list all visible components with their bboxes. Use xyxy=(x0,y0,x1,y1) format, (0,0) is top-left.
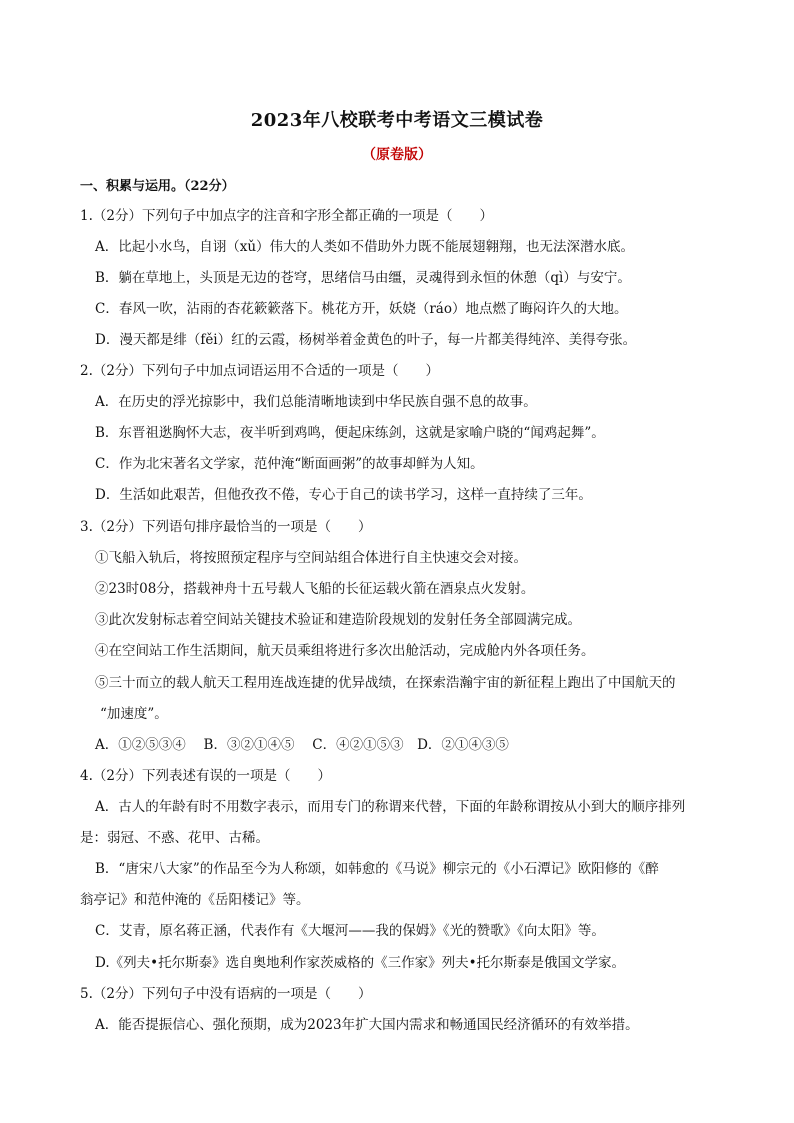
question-4-option-b: B．“唐宋八大家”的作品至今为人称颂，如韩愈的《马说》柳宗元的《小石潭记》欧阳修的《醉 xyxy=(95,861,659,877)
question-2-option-b: B．东晋祖逖胸怀大志，夜半听到鸡鸣，便起床练剑，这就是家喻户晓的“闻鸡起舞”。 xyxy=(95,425,605,441)
question-3-options: A．①②⑤③④ B．③②①④⑤ C．④②①⑤③ D．②①④③⑤ xyxy=(95,737,509,753)
question-4-option-b-continued: 翁亭记》和范仲淹的《岳阳楼记》等。 xyxy=(80,892,310,908)
page-title: 2023年八校联考中考语文三模试卷 xyxy=(250,110,544,131)
question-3-sentence-5-continued: “加速度”。 xyxy=(100,706,168,722)
question-5-option-a: A．能否提振信心、强化预期，成为2023年扩大国内需求和畅通国民经济循环的有效举措。 xyxy=(95,1017,639,1033)
question-3-sentence-1: ①飞船入轨后，将按照预定程序与空间站组合体进行自主快速交会对接。 xyxy=(95,550,527,566)
question-4-stem: 4.（2分）下列表述有误的一项是（ ） xyxy=(80,768,331,784)
question-1-option-c: C．春风一吹，沾雨的杏花簌簌落下。桃花方开，妖娆（ráo）地点燃了晦闷许久的大地。 xyxy=(95,301,628,317)
question-3-sentence-3: ③此次发射标志着空间站关键技术验证和建造阶段规划的发射任务全部圆满完成。 xyxy=(95,612,581,628)
question-1-option-b: B．躺在草地上，头顶是无边的苍穹，思绪信马由缰，灵魂得到永恒的休憩（qì）与安宁。 xyxy=(95,270,631,286)
question-2-option-c: C．作为北宋著名文学家，范仲淹“断面画粥”的故事却鲜为人知。 xyxy=(95,456,484,472)
question-5-stem: 5.（2分）下列句子中没有语病的一项是（ ） xyxy=(80,986,372,1002)
question-4-option-a: A．古人的年龄有时不用数字表示，而用专门的称谓来代替，下面的年龄称谓按从小到大的顺序排列 xyxy=(95,799,686,815)
question-4-option-a-continued: 是：弱冠、不惑、花甲、古稀。 xyxy=(80,830,269,846)
question-1-option-d: D．漫天都是绯（fěi）红的云霞，杨树举着金黄色的叶子，每一片都美得纯淬、美得夸张。 xyxy=(95,332,637,348)
question-2-option-a: A．在历史的浮光掠影中，我们总能清晰地读到中华民族自强不息的故事。 xyxy=(95,394,537,410)
question-3-sentence-5: ⑤三十而立的载人航天工程用连战连捷的优异战绩，在探索浩瀚宇宙的新征程上跑出了中国航天的 xyxy=(95,675,676,691)
page-subtitle: （原卷版） xyxy=(362,147,432,163)
section-heading: 一、积累与运用。（22分） xyxy=(80,179,235,194)
question-1-stem: 1.（2分）下列句子中加点字的注音和字形全都正确的一项是（ ） xyxy=(80,208,493,224)
question-4-option-c: C．艾青，原名蒋正涵，代表作有《大堰河——我的保姆》《光的赞歌》《向太阳》等。 xyxy=(95,923,605,939)
question-3-sentence-4: ④在空间站工作生活期间，航天员乘组将进行多次出舱活动，完成舱内外各项任务。 xyxy=(95,643,595,659)
question-3-sentence-2: ②23时08分，搭载神舟十五号载人飞船的长征运载火箭在酒泉点火发射。 xyxy=(95,581,535,597)
question-4-option-d: D.《列夫•托尔斯泰》选自奥地利作家茨威格的《三作家》列夫•托尔斯泰是俄国文学家。 xyxy=(95,955,626,971)
question-2-option-d: D．生活如此艰苦，但他孜孜不倦，专心于自己的读书学习，这样一直持续了三年。 xyxy=(95,487,592,503)
question-2-stem: 2.（2分）下列句子中加点词语运用不合适的一项是（ ） xyxy=(80,363,439,379)
question-1-option-a: A．比起小水鸟，自诩（xǔ）伟大的人类如不借助外力既不能展翅翱翔，也无法深潜水底。 xyxy=(95,239,635,255)
question-3-stem: 3.（2分）下列语句排序最恰当的一项是（ ） xyxy=(80,519,372,535)
